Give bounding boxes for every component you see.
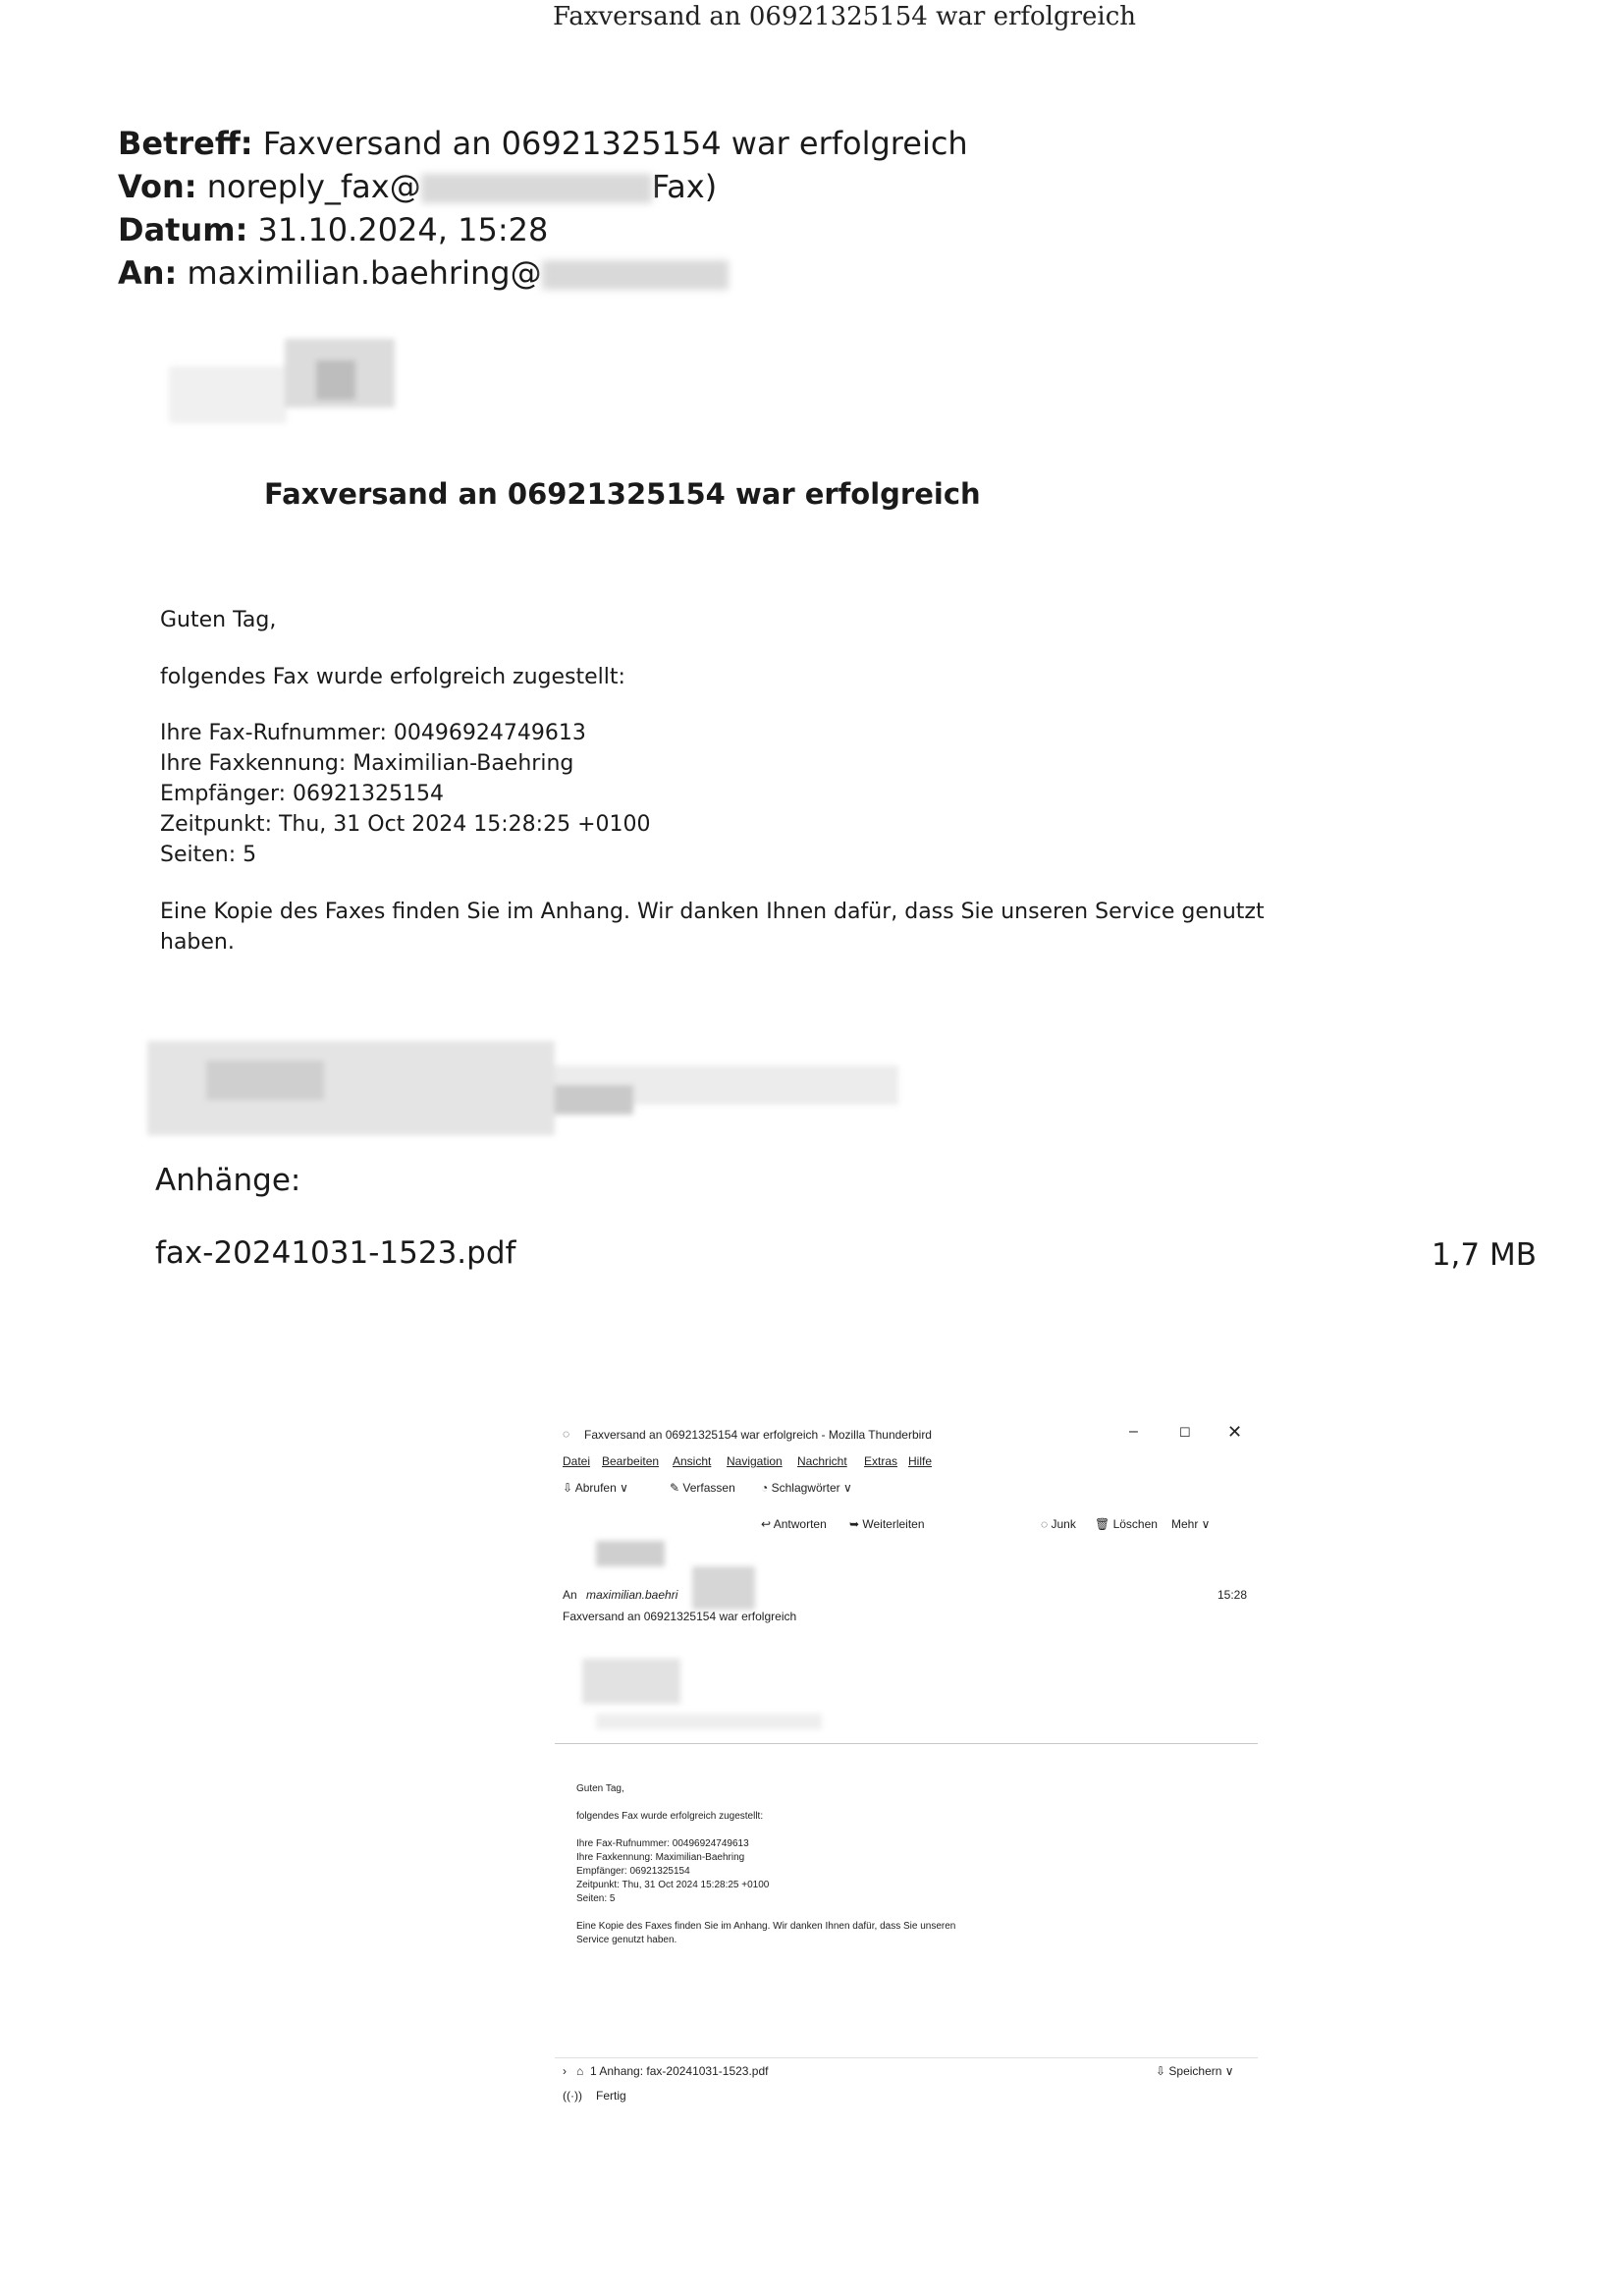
screenshot-intro: folgendes Fax wurde erfolgreich zugestellt:	[576, 1811, 764, 1822]
date-label: Datum:	[118, 211, 248, 248]
pages-line: Seiten: 5	[160, 843, 257, 867]
closing-line-2: haben.	[160, 930, 235, 955]
paperclip-icon: ⌂	[576, 2064, 584, 2078]
fetch-button[interactable]: ⇩ Abrufen ∨	[563, 1481, 628, 1495]
status-text: Fertig	[596, 2089, 626, 2103]
redacted-domain	[421, 174, 652, 203]
thunderbird-icon: ◌	[563, 1427, 570, 1441]
attachment-expand-icon[interactable]: ›	[563, 2064, 567, 2078]
fetch-chevron-icon[interactable]: ∨	[620, 1481, 628, 1495]
junk-label: Junk	[1051, 1517, 1076, 1531]
timestamp-line: Zeitpunkt: Thu, 31 Oct 2024 15:28:25 +0100	[160, 812, 651, 837]
from-row	[118, 165, 717, 208]
attachment-bar-label[interactable]: 1 Anhang: fax-20241031-1523.pdf	[590, 2064, 769, 2078]
to-row	[118, 251, 729, 295]
screenshot-closing: Eine Kopie des Faxes finden Sie im Anhang. Wir danken Ihnen dafür, dass Sie unseren	[576, 1921, 956, 1932]
fetch-label: Abrufen	[574, 1481, 617, 1495]
delete-button[interactable]: 🗑 Löschen	[1095, 1517, 1158, 1531]
message-headline: Faxversand an 06921325154 war erfolgreich	[264, 477, 981, 511]
attachment-size: 1,7 MB	[1431, 1237, 1537, 1273]
from-label: Von:	[118, 168, 197, 205]
to-value: maximilian.baehring@	[187, 254, 542, 292]
screenshot-greeting: Guten Tag,	[576, 1783, 624, 1794]
reply-label: Antworten	[773, 1517, 827, 1531]
maximize-icon[interactable]: ☐	[1179, 1425, 1191, 1440]
message-time: 15:28	[1217, 1588, 1248, 1602]
header-divider	[555, 1743, 1258, 1744]
fax-id-line: Ihre Faxkennung: Maximilian-Baehring	[160, 751, 574, 776]
redacted-sender	[596, 1541, 665, 1566]
more-label: Mehr	[1171, 1517, 1199, 1531]
recipient-line: Empfänger: 06921325154	[160, 782, 444, 806]
screenshot-fax-number: Ihre Fax-Rufnummer: 00496924749613	[576, 1838, 749, 1849]
menu-extras[interactable]: Extras	[864, 1454, 898, 1468]
screenshot-recipient: Empfänger: 06921325154	[576, 1866, 690, 1877]
screenshot-fax-id: Ihre Faxkennung: Maximilian-Baehring	[576, 1852, 745, 1863]
forward-button[interactable]: ➥ Weiterleiten	[849, 1517, 925, 1531]
screenshot-timestamp: Zeitpunkt: Thu, 31 Oct 2024 15:28:25 +0100	[576, 1880, 770, 1890]
intro-line: folgendes Fax wurde erfolgreich zugestellt:	[160, 665, 625, 689]
recipient-address: maximilian.baehri	[586, 1588, 678, 1602]
from-value: noreply_fax@	[206, 168, 421, 205]
redacted-logo	[169, 339, 397, 427]
activity-icon: ((·))	[563, 2089, 582, 2103]
subject-row	[118, 122, 968, 165]
menu-bearbeiten[interactable]: Bearbeiten	[602, 1454, 660, 1468]
closing-line: Eine Kopie des Faxes finden Sie im Anhang. Wir danken Ihnen dafür, dass Sie unseren Service genutzt	[160, 900, 1265, 924]
delete-label: Löschen	[1112, 1517, 1158, 1531]
menu-navigation[interactable]: Navigation	[727, 1454, 783, 1468]
redacted-signature	[147, 1041, 898, 1135]
fax-number-line: Ihre Fax-Rufnummer: 00496924749613	[160, 721, 586, 745]
to-prefix: An	[563, 1588, 577, 1602]
redacted-recipient-domain	[692, 1566, 755, 1610]
minimize-icon[interactable]: –	[1129, 1423, 1138, 1440]
message-subject: Faxversand an 06921325154 war erfolgreich	[563, 1610, 797, 1623]
to-label: An:	[118, 254, 178, 292]
save-label: Speichern	[1168, 2064, 1222, 2078]
date-row	[118, 208, 548, 251]
from-value-end: Fax)	[651, 168, 718, 205]
forward-label: Weiterleiten	[862, 1517, 925, 1531]
menu-ansicht[interactable]: Ansicht	[673, 1454, 712, 1468]
subject-value: Faxversand an 06921325154 war erfolgreich	[262, 125, 968, 162]
menu-datei[interactable]: Datei	[563, 1454, 591, 1468]
more-button[interactable]: Mehr ∨	[1171, 1517, 1211, 1531]
tags-label: Schlagwörter	[771, 1481, 840, 1495]
tags-button[interactable]: ◔ Schlagwörter ∨	[761, 1481, 852, 1495]
attachment-filename[interactable]: fax-20241031-1523.pdf	[155, 1235, 516, 1271]
date-value: 31.10.2024, 15:28	[257, 211, 549, 248]
attachment-divider	[555, 2057, 1258, 2058]
reply-button[interactable]: ↩ Antworten	[761, 1517, 827, 1531]
attachments-label: Anhänge:	[155, 1163, 301, 1198]
window-title: Faxversand an 06921325154 war erfolgreich - Mozilla Thunderbird	[584, 1428, 932, 1442]
subject-label: Betreff:	[118, 125, 253, 162]
redacted-domain	[542, 260, 729, 290]
menu-hilfe[interactable]: Hilfe	[908, 1454, 933, 1468]
screenshot-pages: Seiten: 5	[576, 1893, 616, 1904]
print-header-title: Faxversand an 06921325154 war erfolgreich	[552, 2, 1137, 31]
compose-button[interactable]: ✎ Verfassen	[670, 1481, 735, 1495]
redacted-banner	[596, 1714, 822, 1729]
screenshot-closing-2: Service genutzt haben.	[576, 1935, 677, 1945]
close-icon[interactable]: ✕	[1227, 1422, 1243, 1442]
greeting: Guten Tag,	[160, 608, 277, 632]
redacted-logo-small	[582, 1659, 680, 1704]
thunderbird-screenshot	[555, 1419, 1260, 2108]
junk-button[interactable]: ◌ Junk	[1041, 1517, 1076, 1531]
save-button[interactable]: ⇩ Speichern ∨	[1156, 2064, 1234, 2078]
menu-nachricht[interactable]: Nachricht	[797, 1454, 847, 1468]
compose-label: Verfassen	[682, 1481, 735, 1495]
